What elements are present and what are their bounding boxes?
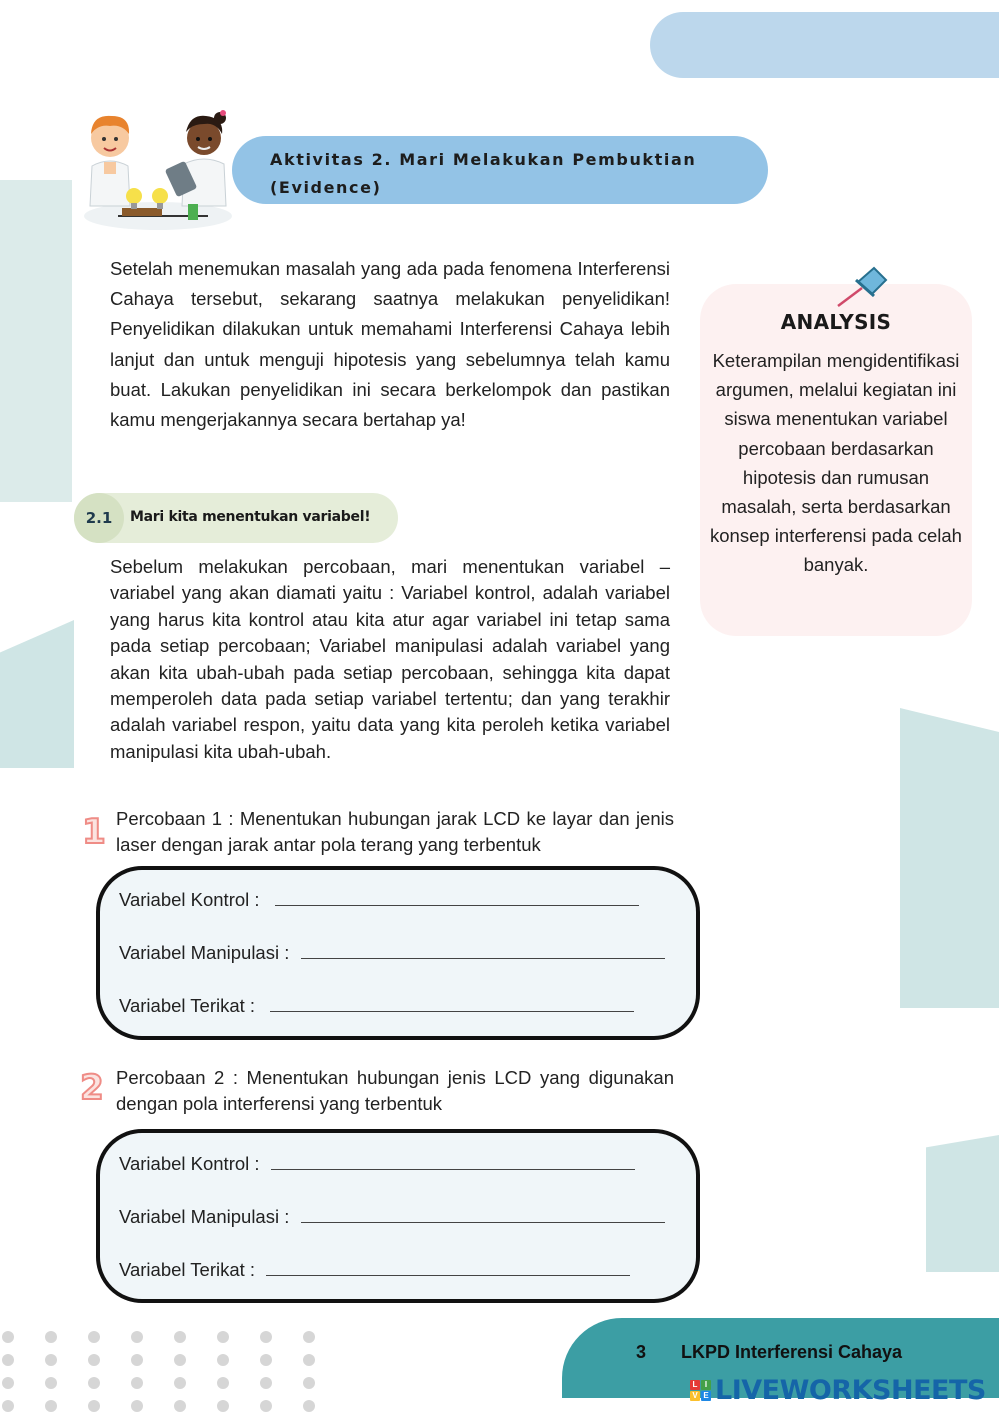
dependent-variable-answer[interactable] xyxy=(266,1261,630,1276)
manipulation-variable-row xyxy=(119,1206,665,1228)
right-decoration xyxy=(900,708,999,1008)
control-variable-row xyxy=(119,1153,635,1175)
scientists-illustration xyxy=(78,108,238,233)
control-variable-answer[interactable] xyxy=(271,1155,635,1170)
dependent-variable-row xyxy=(119,995,634,1017)
left-wedge-decoration xyxy=(0,620,74,768)
intro-paragraph: Setelah menemukan masalah yang ada pada fenomena Interferensi Cahaya tersebut, sekarang saatnya melakukan penyelidikan! Penyelidikan dilakukan untuk memahami Interferensi Cahaya lebih lanjut dan untuk menguji hipotesis yang sebelumnya telah kamu buat. Lakukan penyelidikan ini secara berkelompok dan pastikan kamu mengerjakannya secara bertahap ya! xyxy=(110,258,670,431)
section-title: Mari kita menentukan variabel! xyxy=(130,509,371,525)
footer-title: LKPD Interferensi Cahaya xyxy=(681,1342,903,1362)
dependent-variable-label: Variabel Terikat : xyxy=(119,1259,256,1280)
manipulation-variable-label: Variabel Manipulasi : xyxy=(119,1206,290,1227)
experiment-1-variables-box xyxy=(96,866,700,1040)
dependent-variable-answer[interactable] xyxy=(270,997,634,1012)
svg-text:1: 1 xyxy=(82,812,106,848)
dependent-variable-row xyxy=(119,1259,630,1281)
liveworksheets-text: LIVEWORKSHEETS xyxy=(715,1374,986,1406)
svg-text:2: 2 xyxy=(80,1068,104,1104)
manipulation-variable-answer[interactable] xyxy=(301,944,665,959)
left-decoration xyxy=(0,180,72,502)
dot-pattern xyxy=(0,1325,330,1415)
liveworksheets-icon: L I V E xyxy=(690,1380,711,1401)
manipulation-variable-answer[interactable] xyxy=(301,1208,665,1223)
pushpin-icon xyxy=(834,262,892,310)
liveworksheets-logo[interactable] xyxy=(690,1372,986,1408)
manipulation-variable-label: Variabel Manipulasi : xyxy=(119,942,290,963)
section-number: 2.1 xyxy=(74,493,124,543)
control-variable-label: Variabel Kontrol : xyxy=(119,889,260,910)
page-number: 3 xyxy=(636,1342,647,1362)
activity-title-line2: (Evidence) xyxy=(270,178,382,197)
activity-title-pill xyxy=(232,136,768,204)
dependent-variable-label: Variabel Terikat : xyxy=(119,995,256,1016)
analysis-text: Keterampilan mengidentifikasi argumen, melalui kegiatan ini siswa menentukan variabel percobaan berdasarkan hipotesis dan rumusan masalah, serta berdasarkan konsep interferensi pada celah banyak. xyxy=(710,350,962,576)
manipulation-variable-row xyxy=(119,942,665,964)
activity-title-line1: Aktivitas 2. Mari Melakukan Pembuktian xyxy=(270,150,697,169)
top-decoration xyxy=(650,12,999,78)
right-lower-decoration xyxy=(926,1135,999,1272)
control-variable-label: Variabel Kontrol : xyxy=(119,1153,260,1174)
experiment-2-variables-box xyxy=(96,1129,700,1303)
analysis-title: ANALYSIS xyxy=(780,310,892,334)
experiment-2-title: Percobaan 2 : Menentukan hubungan jenis LCD yang digunakan dengan pola interferensi yang terbentuk xyxy=(116,1067,674,1115)
control-variable-answer[interactable] xyxy=(275,891,639,906)
experiment-1-title: Percobaan 1 : Menentukan hubungan jarak LCD ke layar dan jenis laser dengan jarak antar pola terang yang terbentuk xyxy=(116,808,674,856)
analysis-card xyxy=(700,284,972,636)
variables-paragraph: Sebelum melakukan percobaan, mari menentukan variabel – variabel yang akan diamati yaitu : Variabel kontrol, adalah variabel yang harus kita kontrol atau kita atur agar variabel ini tetap sama pada setiap percobaan; Variabel manipulasi adalah variabel yang akan kita ubah-ubah pada setiap percobaan, sehingga kita dapat memperoleh data pada setiap variabel tertentu; dan yang terakhir adalah variabel respon, yaitu data yang kita peroleh ketika variabel manipulasi kita ubah-ubah. xyxy=(110,556,670,762)
control-variable-row xyxy=(119,889,639,911)
number-one-icon xyxy=(78,812,110,848)
number-two-icon xyxy=(76,1068,108,1104)
